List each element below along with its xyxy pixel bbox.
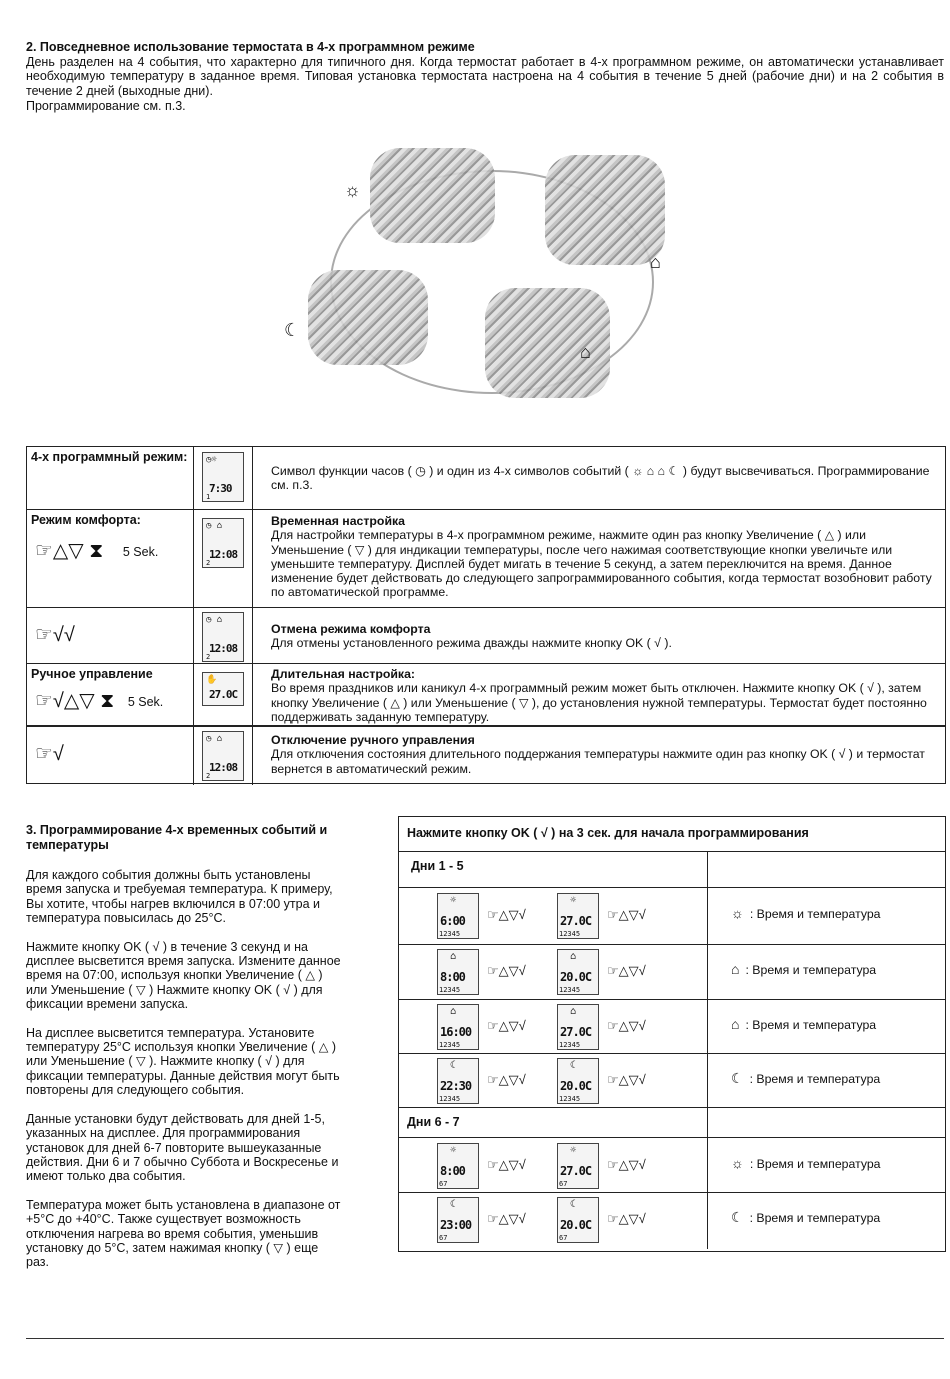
section3-body — [26, 868, 344, 1270]
event-icon: ☾ — [731, 1070, 744, 1086]
event-icon: ☾ — [731, 1209, 744, 1225]
programming-header: Нажмите кнопку OK ( √ ) на 3 сек. для начала программирования — [407, 826, 809, 840]
event-label: ☼ : Время и температура — [731, 1155, 881, 1171]
mode-table — [26, 446, 946, 784]
lcd-temp-display: ⌂ 27.0C 12345 — [557, 1004, 599, 1050]
section2-title: 2. Повседневное использование термостата в 4-х программном режиме — [26, 40, 475, 54]
day-cycle-illustration — [270, 140, 690, 410]
event-label: ☼ : Время и температура — [731, 905, 881, 921]
key-sequence: ☞△▽ ⧗ 5 Sek. — [35, 540, 159, 562]
section3-paragraph: Температура может быть установлена в диапазоне от +5°С до +40°С. Также существует возможность отключения нагрева во время события, уменьшив установку до 5°С, затем нажимая кнопку ( ▽ ) еще раз. — [26, 1197, 341, 1270]
row-description: Символ функции часов ( ◷ ) и один из 4-х символов событий ( ☼ ⌂ ⌂ ☾ ) будут высвечиваться. Программирование см. п.3. — [271, 464, 930, 493]
key-sequence: ☞△▽√ — [487, 907, 526, 922]
event-label: ⌂ : Время и температура — [731, 961, 877, 977]
event-icon: ⌂ — [731, 961, 740, 977]
lcd-temp-display: ⌂ 20.0C 12345 — [557, 949, 599, 995]
row-heading: Длительная настройка: — [271, 667, 416, 681]
lcd-display: ◷☼ 7:30 1 — [202, 452, 244, 502]
lcd-display: ◷ ⌂ 12:08 2 — [202, 612, 244, 662]
programming-table — [398, 816, 946, 1252]
program-row — [399, 889, 945, 943]
days-1-5-label: Дни 1 - 5 — [411, 859, 464, 873]
program-row — [399, 1193, 945, 1247]
key-sequence: ☞√ — [35, 743, 64, 765]
table-row — [27, 663, 945, 726]
lcd-display: ◷ ⌂ 12:08 2 — [202, 731, 244, 781]
clock-home-icon: ◷ ⌂ — [206, 734, 223, 744]
event-label: ☾ : Время и температура — [731, 1070, 881, 1086]
lcd-temp-display: ☼ 27.0C 67 — [557, 1143, 599, 1189]
row-label: Ручное управление — [31, 667, 153, 681]
event-icon: ☼ — [731, 905, 744, 921]
event-label: ⌂ : Время и температура — [731, 1016, 877, 1032]
program-row — [399, 1054, 945, 1108]
key-sequence: ☞△▽√ — [487, 1072, 526, 1087]
row-label: 4-х программный режим: — [31, 450, 188, 464]
home-return-icon: ⌂ — [580, 342, 591, 362]
page-bottom-rule — [26, 1338, 944, 1339]
key-sequence: ☞△▽√ — [487, 1211, 526, 1226]
row-heading: Временная настройка — [271, 514, 405, 528]
row-label: Режим комфорта: — [31, 513, 141, 527]
key-sequence: ☞△▽√ — [607, 1157, 646, 1172]
program-row — [399, 945, 945, 999]
key-sequence: ☞△▽√ — [607, 1072, 646, 1087]
section3-paragraph: Нажмите кнопку OK ( √ ) в течение 3 секунд и на дисплее высветится время запуска. Измените данное время на 07:00, используя кнопки Увеличение ( △ ) или Уменьшение ( ▽ ) Нажмите кнопку OK ( √ ) для фиксации времени запуска. — [26, 939, 341, 1012]
lcd-display: ◷ ⌂ 12:08 2 — [202, 518, 244, 568]
clock-home-icon: ◷ ⌂ — [206, 615, 223, 625]
event-icon: ⌂ — [731, 1016, 740, 1032]
program-row — [399, 1000, 945, 1054]
section3-title: 3. Программирование 4-х временных событий и температуры — [26, 823, 328, 852]
lcd-display: ✋ 27.0C — [202, 672, 244, 706]
row-description: Для настройки температуры в 4-х программном режиме, нажмите один раз кнопку Увеличение ( △ ) или Уменьшение ( ▽ ) для индикации температуры, после чего нажимая соответствующие кнопки увеличьте или уменьшите температуру. Дисплей будет мигать в течение 5 секунд, а затем переключится на время. Данное изменение будет действовать до следующего запрограммированного события, когда термостат возобновит работу по автоматической программе. — [271, 528, 932, 600]
table-row — [27, 725, 945, 785]
key-sequence: ☞√√ — [35, 624, 75, 646]
lcd-temp-display: ☾ 20.0C 12345 — [557, 1058, 599, 1104]
key-sequence: ☞△▽√ — [487, 963, 526, 978]
key-sequence: ☞△▽√ — [487, 1157, 526, 1172]
lcd-temp-display: ☼ 27.0C 12345 — [557, 893, 599, 939]
days-6-7-label: Дни 6 - 7 — [407, 1115, 460, 1129]
key-sequence: ☞△▽√ — [607, 1018, 646, 1033]
return-home-scene-image — [485, 288, 610, 398]
table-row — [27, 509, 945, 608]
home-leave-icon: ⌂ — [650, 252, 661, 272]
table-row — [27, 607, 945, 664]
clock-sun-icon: ◷☼ — [206, 455, 217, 465]
event-label: ☾ : Время и температура — [731, 1209, 881, 1225]
moon-icon: ☾ — [284, 320, 301, 340]
program-row — [399, 1139, 945, 1193]
lcd-time-display: ⌂ 16:00 12345 — [437, 1004, 479, 1050]
morning-scene-image — [370, 148, 495, 243]
row-heading: Отключение ручного управления — [271, 733, 475, 747]
hand-icon: ✋ — [206, 675, 218, 685]
night-scene-image — [308, 270, 428, 365]
row-heading: Отмена режима комфорта — [271, 622, 431, 636]
key-sequence: ☞△▽√ — [607, 963, 646, 978]
key-sequence: ☞√△▽ ⧗ 5 Sek. — [35, 690, 164, 712]
key-sequence: ☞△▽√ — [607, 1211, 646, 1226]
table-row — [27, 447, 945, 509]
section2-programming-ref: Программирование см. п.3. — [26, 99, 186, 113]
row-description: Для отключения состояния длительного поддержания температуры нажмите один раз кнопку OK ( √ ) и термостат вернется в автоматический режим. — [271, 747, 925, 776]
lcd-time-display: ☾ 22:30 12345 — [437, 1058, 479, 1104]
key-sequence: ☞△▽√ — [607, 907, 646, 922]
lcd-temp-display: ☾ 20.0C 67 — [557, 1197, 599, 1243]
lcd-time-display: ☼ 6:00 12345 — [437, 893, 479, 939]
lcd-time-display: ☾ 23:00 67 — [437, 1197, 479, 1243]
leave-home-scene-image — [545, 155, 665, 265]
section3-paragraph: Данные установки будут действовать для дней 1-5, указанных на дисплее. Для программирования установок для дней 6-7 повторите вышеуказанные действия. Дни 6 и 7 обычно Суббота и Воскресенье и имеют только два события. — [26, 1111, 339, 1184]
section2-intro: День разделен на 4 события, что характерно для типичного дня. Когда термостат работает в 4-х программном режиме, он автоматически устанавливает необходимую температуру в заданное время. Типовая установка термостата настроена на 4 события в течение 5 дней (рабочие дни) и на 2 события в течение 2 дней (выходные дни). — [26, 55, 944, 98]
lcd-time-display: ☼ 8:00 67 — [437, 1143, 479, 1189]
section3-paragraph: На дисплее высветится температура. Установите температуру 25°С используя кнопки Увеличение ( △ ) или Уменьшение ( ▽ ). Нажмите кнопку ( √ ) для фиксации температуры. Данные действия могут быть повторены для следующего события. — [26, 1025, 340, 1098]
lcd-time-display: ⌂ 8:00 12345 — [437, 949, 479, 995]
event-icon: ☼ — [731, 1155, 744, 1171]
section3-paragraph: Для каждого события должны быть установлены время запуска и требуемая температура. К примеру, Вы хотите, чтобы нагрев включился в 07:00 утра и температура повысилась до 25°С. — [26, 868, 333, 926]
clock-home-icon: ◷ ⌂ — [206, 521, 223, 531]
row-description: Во время праздников или каникул 4-х программный режим может быть отключен. Нажмите кнопку OK ( √ ), затем кнопку Увеличение ( △ ) или Уменьшение ( ▽ ), до установления нужной температуры. Термостат будет постоянно поддерживать заданную температуру. — [271, 681, 927, 724]
row-description: Для отмены установленного режима дважды нажмите кнопку OK ( √ ). — [271, 636, 672, 651]
sun-icon: ☼ — [344, 180, 361, 200]
key-sequence: ☞△▽√ — [487, 1018, 526, 1033]
